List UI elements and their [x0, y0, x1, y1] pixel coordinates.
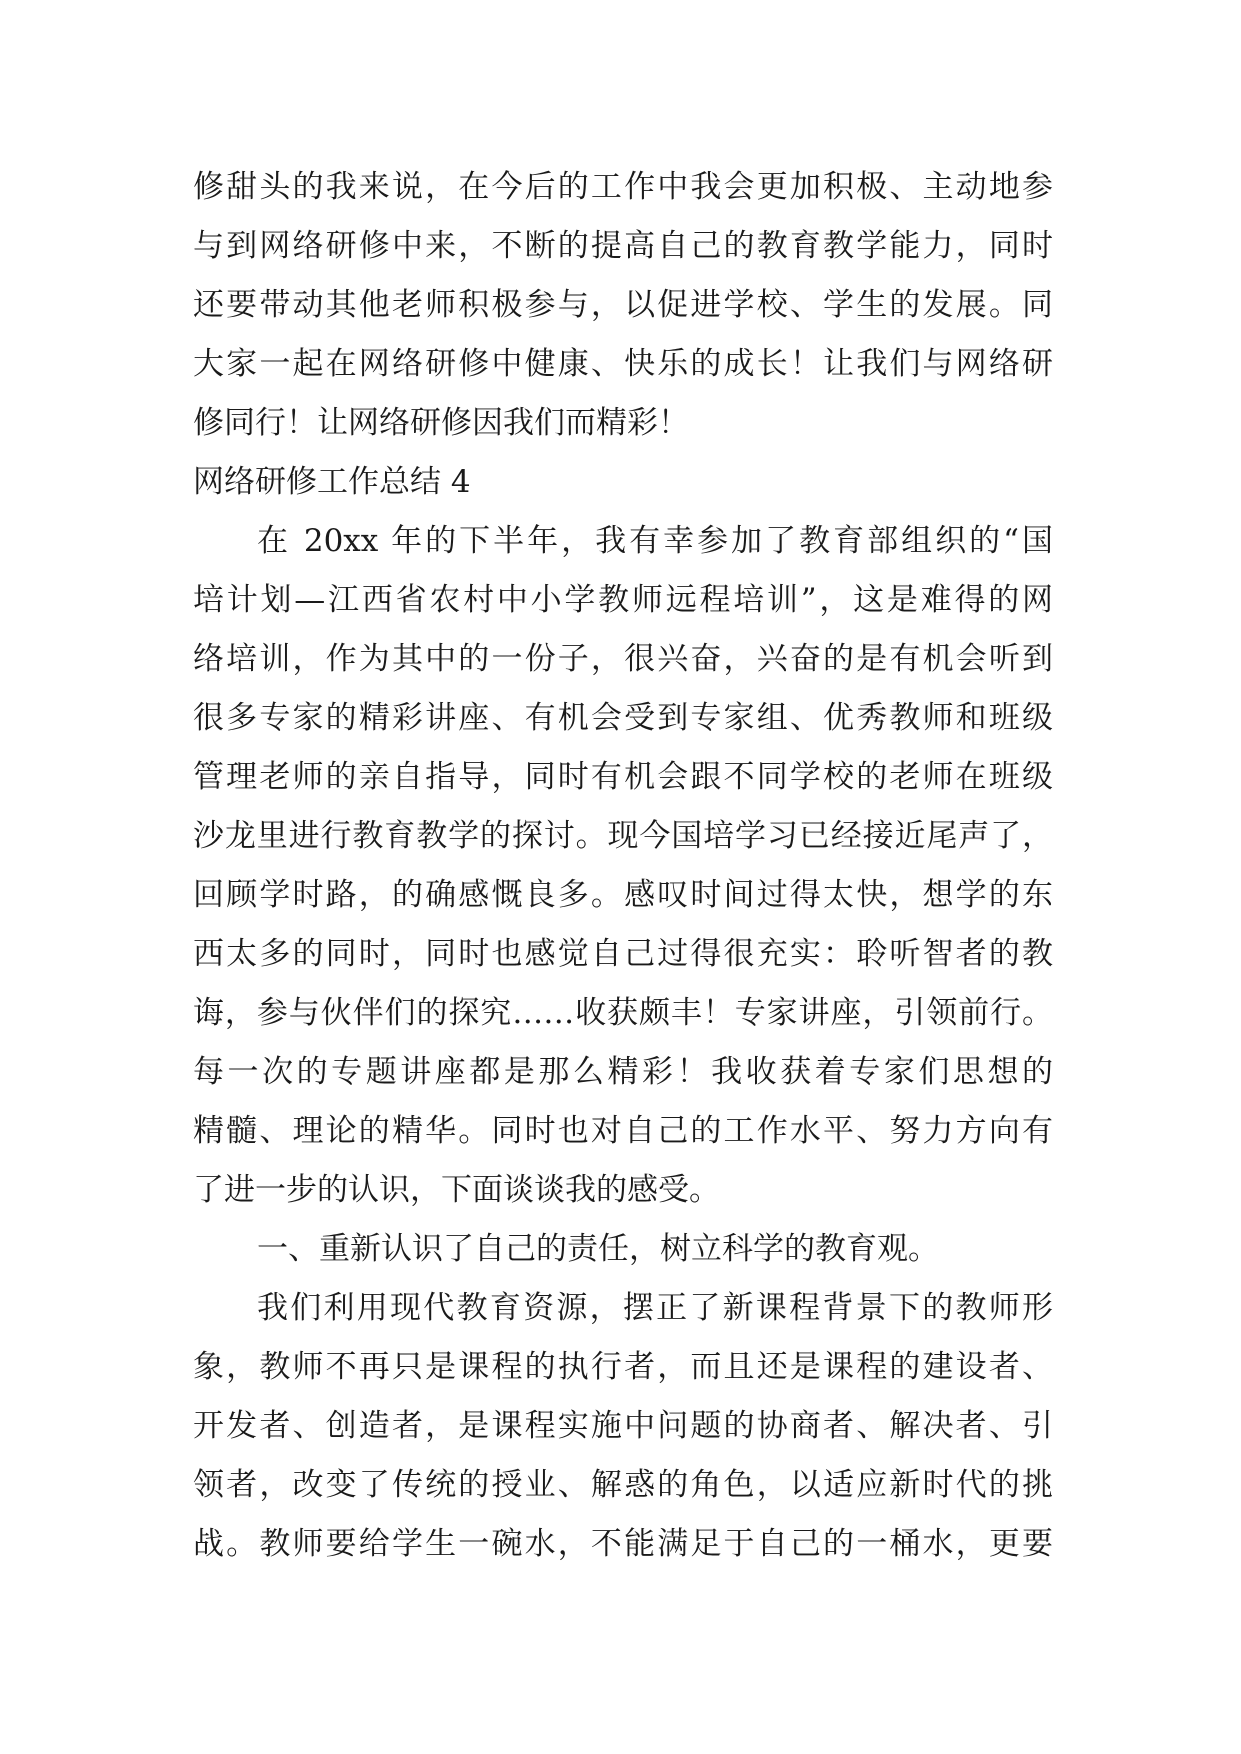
text-line: 诲，参与伙伴们的探究……收获颇丰！专家讲座，引领前行。 [193, 995, 1053, 1031]
text-line: 西太多的同时，同时也感觉自己过得很充实：聆听智者的教 [193, 936, 1053, 972]
text-line: 战。教师要给学生一碗水，不能满足于自己的一桶水，更要 [193, 1526, 1053, 1562]
text-line: 培计划—江西省农村中小学教师远程培训”，这是难得的网 [193, 582, 1053, 618]
paragraph-1 [193, 512, 1053, 1220]
text-line: 修同行！让网络研修因我们而精彩！ [193, 405, 689, 441]
text-line: 络培训，作为其中的一份子，很兴奋，兴奋的是有机会听到 [193, 641, 1053, 677]
text-line: 象，教师不再只是课程的执行者，而且还是课程的建设者、 [193, 1349, 1053, 1385]
point-heading-1: 一、重新认识了自己的责任，树立科学的教育观。 [257, 1231, 939, 1267]
text-line: 领者，改变了传统的授业、解惑的角色，以适应新时代的挑 [193, 1467, 1053, 1503]
text-line: 管理老师的亲自指导，同时有机会跟不同学校的老师在班级 [193, 759, 1053, 795]
text-line: 还要带动其他老师积极参与，以促进学校、学生的发展。同 [193, 287, 1053, 323]
text-line: 精髓、理论的精华。同时也对自己的工作水平、努力方向有 [193, 1113, 1053, 1149]
text-line: 在 20xx 年的下半年，我有幸参加了教育部组织的“国 [257, 523, 1053, 559]
paragraph-2 [193, 1279, 1053, 1574]
text-line: 很多专家的精彩讲座、有机会受到专家组、优秀教师和班级 [193, 700, 1053, 736]
text-line: 每一次的专题讲座都是那么精彩！我收获着专家们思想的 [193, 1054, 1053, 1090]
text-line: 我们利用现代教育资源，摆正了新课程背景下的教师形 [257, 1290, 1053, 1326]
text-line: 修甜头的我来说，在今后的工作中我会更加积极、主动地参 [193, 169, 1053, 205]
text-line: 回顾学时路，的确感慨良多。感叹时间过得太快，想学的东 [193, 877, 1053, 913]
document-body [193, 158, 1053, 1574]
text-line: 了进一步的认识，下面谈谈我的感受。 [193, 1172, 720, 1208]
text-line: 沙龙里进行教育教学的探讨。现今国培学习已经接近尾声了， [193, 818, 1053, 854]
paragraph-intro [193, 158, 1053, 453]
text-line: 大家一起在网络研修中健康、快乐的成长！让我们与网络研 [193, 346, 1053, 382]
section-title: 网络研修工作总结 4 [193, 464, 471, 500]
text-line: 与到网络研修中来，不断的提高自己的教育教学能力，同时 [193, 228, 1053, 264]
text-line: 开发者、创造者，是课程实施中问题的协商者、解决者、引 [193, 1408, 1053, 1444]
